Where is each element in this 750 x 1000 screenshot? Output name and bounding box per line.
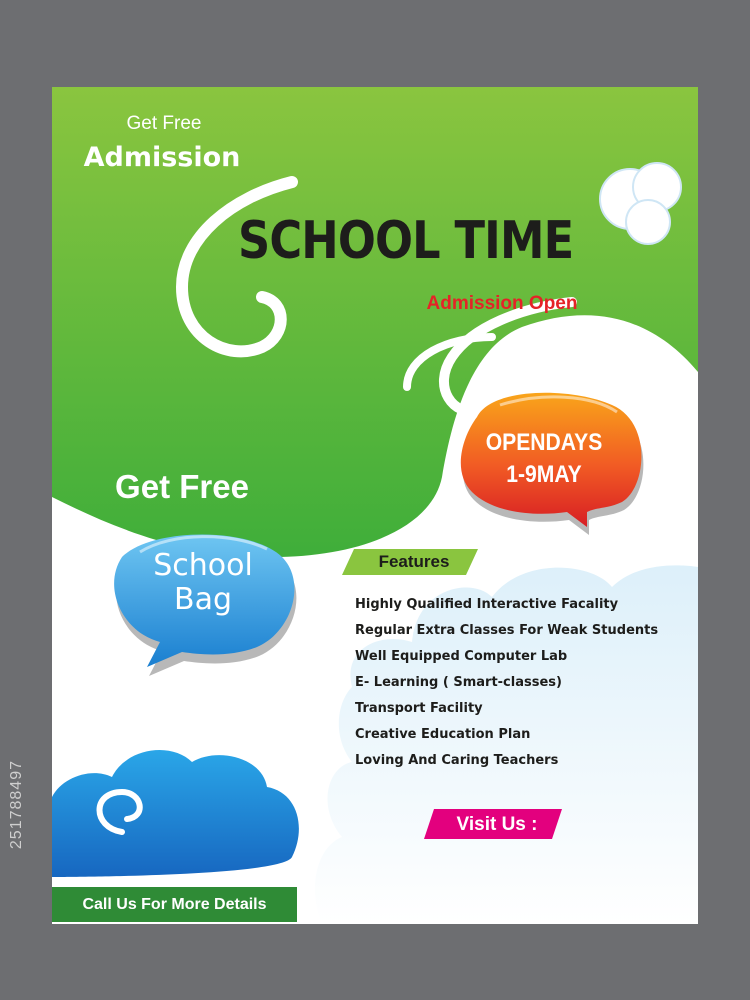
admission-open-subtitle: Admission Open — [426, 293, 578, 314]
visit-us-label: Visit Us : — [456, 814, 538, 835]
get-free-heading: Get Free — [126, 113, 202, 134]
offer-heading: Get Free — [115, 468, 249, 505]
open-days-line2: 1-9MAY — [506, 461, 582, 488]
call-us-banner: Call Us For More Details — [52, 887, 297, 922]
features-list — [355, 595, 658, 777]
page-title: SCHOOL TIME — [238, 211, 574, 271]
feature-item: Highly Qualified Interactive Facality — [355, 597, 619, 612]
blue-cloud — [52, 750, 299, 877]
feature-item: Transport Facility — [355, 701, 483, 716]
feature-item: Creative Education Plan — [355, 727, 531, 742]
stock-id-text: 251788497 — [8, 760, 25, 850]
features-label: Features — [378, 552, 450, 571]
admission-heading: Admission — [83, 142, 241, 173]
feature-item: Well Equipped Computer Lab — [355, 649, 568, 664]
feature-item: Regular Extra Classes For Weak Students — [355, 623, 659, 638]
school-bag-text — [118, 549, 288, 617]
open-days-line1: OPENDAYS — [485, 429, 603, 456]
feature-item: Loving And Caring Teachers — [355, 753, 559, 768]
flyer — [52, 87, 698, 924]
feature-item: E- Learning ( Smart-classes) — [355, 675, 562, 690]
school-bag-line2: Bag — [173, 582, 232, 617]
open-days-text — [476, 427, 612, 491]
school-bag-line1: School — [153, 548, 253, 583]
